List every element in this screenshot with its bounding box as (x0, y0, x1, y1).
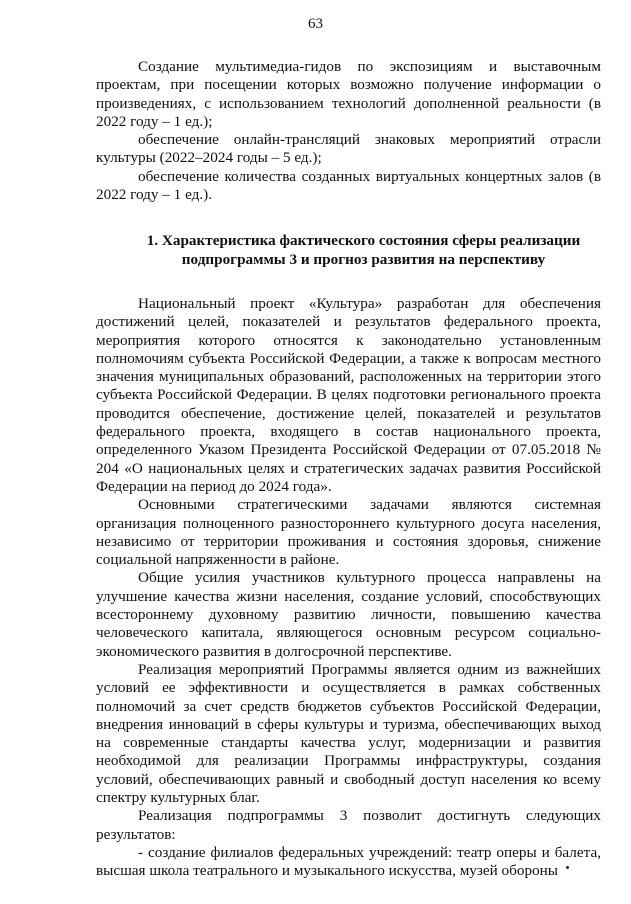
body-paragraph-1: Национальный проект «Культура» разработан для обеспечения достижений целей, показателей и результатов федерального проекта, мероприятия которого относятся к законодательно установленным полномочиям субъекта Российской Федерации, а также к вопросам местного значения муниципальных образований, расположенных на территории этого субъекта Российской Федерации. В целях подготовки регионального проекта проводится обеспечение, достижение целей, показателей и результатов федерального проекта, входящего в состав национального проекта, определенного Указом Президента Российской Федерации от 07.05.2018 № 204 «О национальных целях и стратегических задачах развития Российской Федерации на период до 2024 года». (96, 294, 601, 495)
section-heading (96, 232, 601, 269)
intro-paragraph-3: обеспечение количества созданных виртуальных концертных залов (в 2022 году – 1 ед.). (96, 167, 601, 204)
body-paragraph-2: Основными стратегическими задачами являются системная организация полноценного разностороннего культурного досуга населения, независимо от территории проживания и состояния здоровья, снижение социальной напряженности в районе. (96, 496, 601, 569)
intro-paragraph-1: Создание мультимедиа-гидов по экспозициям и выставочным проектам, при посещении которых возможно получение информации о произведениях, с использованием технологий дополненной реальности (в 2022 году – 1 ед.); (96, 58, 601, 130)
scan-dot-mark (566, 866, 569, 869)
body-paragraph-5: Реализация подпрограммы 3 позволит достигнуть следующих результатов: (96, 807, 601, 843)
body-paragraph-3: Общие усилия участников культурного процесса направлены на улучшение качества жизни населения, создание условий, способствующих всестороннему духовному развитию личности, повышению качества человеческого капитала, являющегося основным ресурсом социально-экономического развития в долгосрочной перспективе. (96, 569, 601, 660)
document-body (96, 58, 601, 880)
intro-paragraph-2: обеспечение онлайн-трансляций знаковых мероприятий отрасли культуры (2022–2024 годы – 5 ед.); (96, 131, 601, 167)
section-heading-line-2: подпрограммы 3 и прогноз развития на перспективу (181, 250, 546, 268)
body-paragraph-6: - создание филиалов федеральных учреждений: театр оперы и балета, высшая школа театрального и музыкального искусства, музей обороны (96, 843, 601, 880)
section-heading-line-1: 1. Характеристика фактического состояния сферы реализации (146, 232, 581, 250)
body-paragraph-4: Реализация мероприятий Программы является одним из важнейших условий ее эффективности и осуществляется в рамках собственных полномочий за счет средств бюджетов субъектов Российской Федерации, внедрения инноваций в сферы культуры и туризма, обеспечивающих выход на современные стандарты качества услуг, модернизации и развития необходимой для реализации Программы инфраструктуры, создания условий, обеспечивающих равный и свободный доступ населения ко всему спектру культурных благ. (96, 660, 601, 806)
page-number: 63 (308, 16, 323, 32)
